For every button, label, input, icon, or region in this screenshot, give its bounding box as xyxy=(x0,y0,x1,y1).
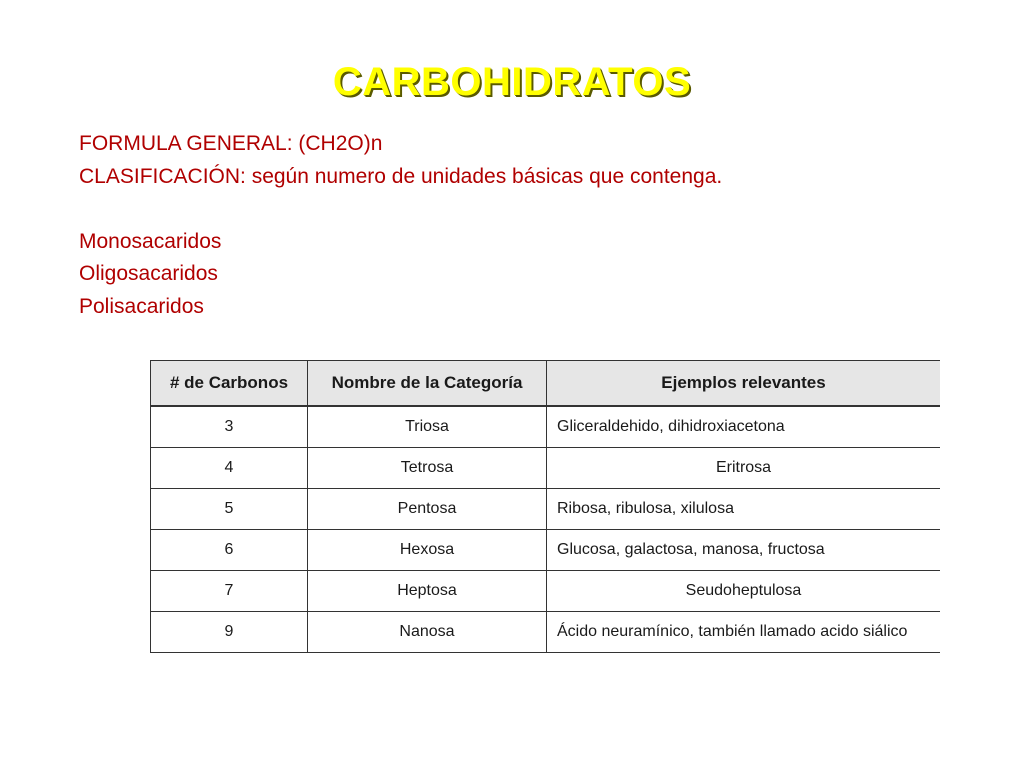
type-item: Monosacaridos xyxy=(79,229,222,253)
cell-examples: Ácido neuramínico, también llamado acido siálico xyxy=(547,612,941,653)
table-row xyxy=(151,489,941,530)
header-carbons: # de Carbonos xyxy=(151,361,308,407)
cell-examples: Eritrosa xyxy=(547,448,941,489)
type-item: Oligosacaridos xyxy=(79,262,218,285)
cell-category: Heptosa xyxy=(308,571,547,612)
classification-line: CLASIFICACIÓN: según numero de unidades básicas que contenga. xyxy=(79,164,723,188)
cell-category: Triosa xyxy=(308,406,547,448)
spacer xyxy=(79,193,722,226)
slide-body xyxy=(79,128,722,323)
cell-examples: Ribosa, ribulosa, xilulosa xyxy=(547,489,941,530)
cell-category: Pentosa xyxy=(308,489,547,530)
type-item: Polisacaridos xyxy=(79,294,204,318)
formula-line: FORMULA GENERAL: (CH2O)n xyxy=(79,132,383,155)
cell-examples: Gliceraldehido, dihidroxiacetona xyxy=(547,406,941,448)
header-examples: Ejemplos relevantes xyxy=(547,361,941,407)
cell-carbons: 4 xyxy=(151,448,308,489)
cell-carbons: 3 xyxy=(151,406,308,448)
cell-category: Hexosa xyxy=(308,530,547,571)
slide-title: CARBOHIDRATOS xyxy=(332,60,692,104)
table-row xyxy=(151,530,941,571)
table-row xyxy=(151,448,941,489)
table-header-row xyxy=(151,361,941,407)
cell-carbons: 6 xyxy=(151,530,308,571)
cell-category: Nanosa xyxy=(308,612,547,653)
carbohydrate-table xyxy=(150,360,940,653)
table-row xyxy=(151,612,941,653)
cell-carbons: 9 xyxy=(151,612,308,653)
table-row xyxy=(151,406,941,448)
cell-category: Tetrosa xyxy=(308,448,547,489)
cell-carbons: 7 xyxy=(151,571,308,612)
cell-examples: Seudoheptulosa xyxy=(547,571,941,612)
table-row xyxy=(151,571,941,612)
cell-examples: Glucosa, galactosa, manosa, fructosa xyxy=(547,530,941,571)
cell-carbons: 5 xyxy=(151,489,308,530)
header-category: Nombre de la Categoría xyxy=(308,361,547,407)
